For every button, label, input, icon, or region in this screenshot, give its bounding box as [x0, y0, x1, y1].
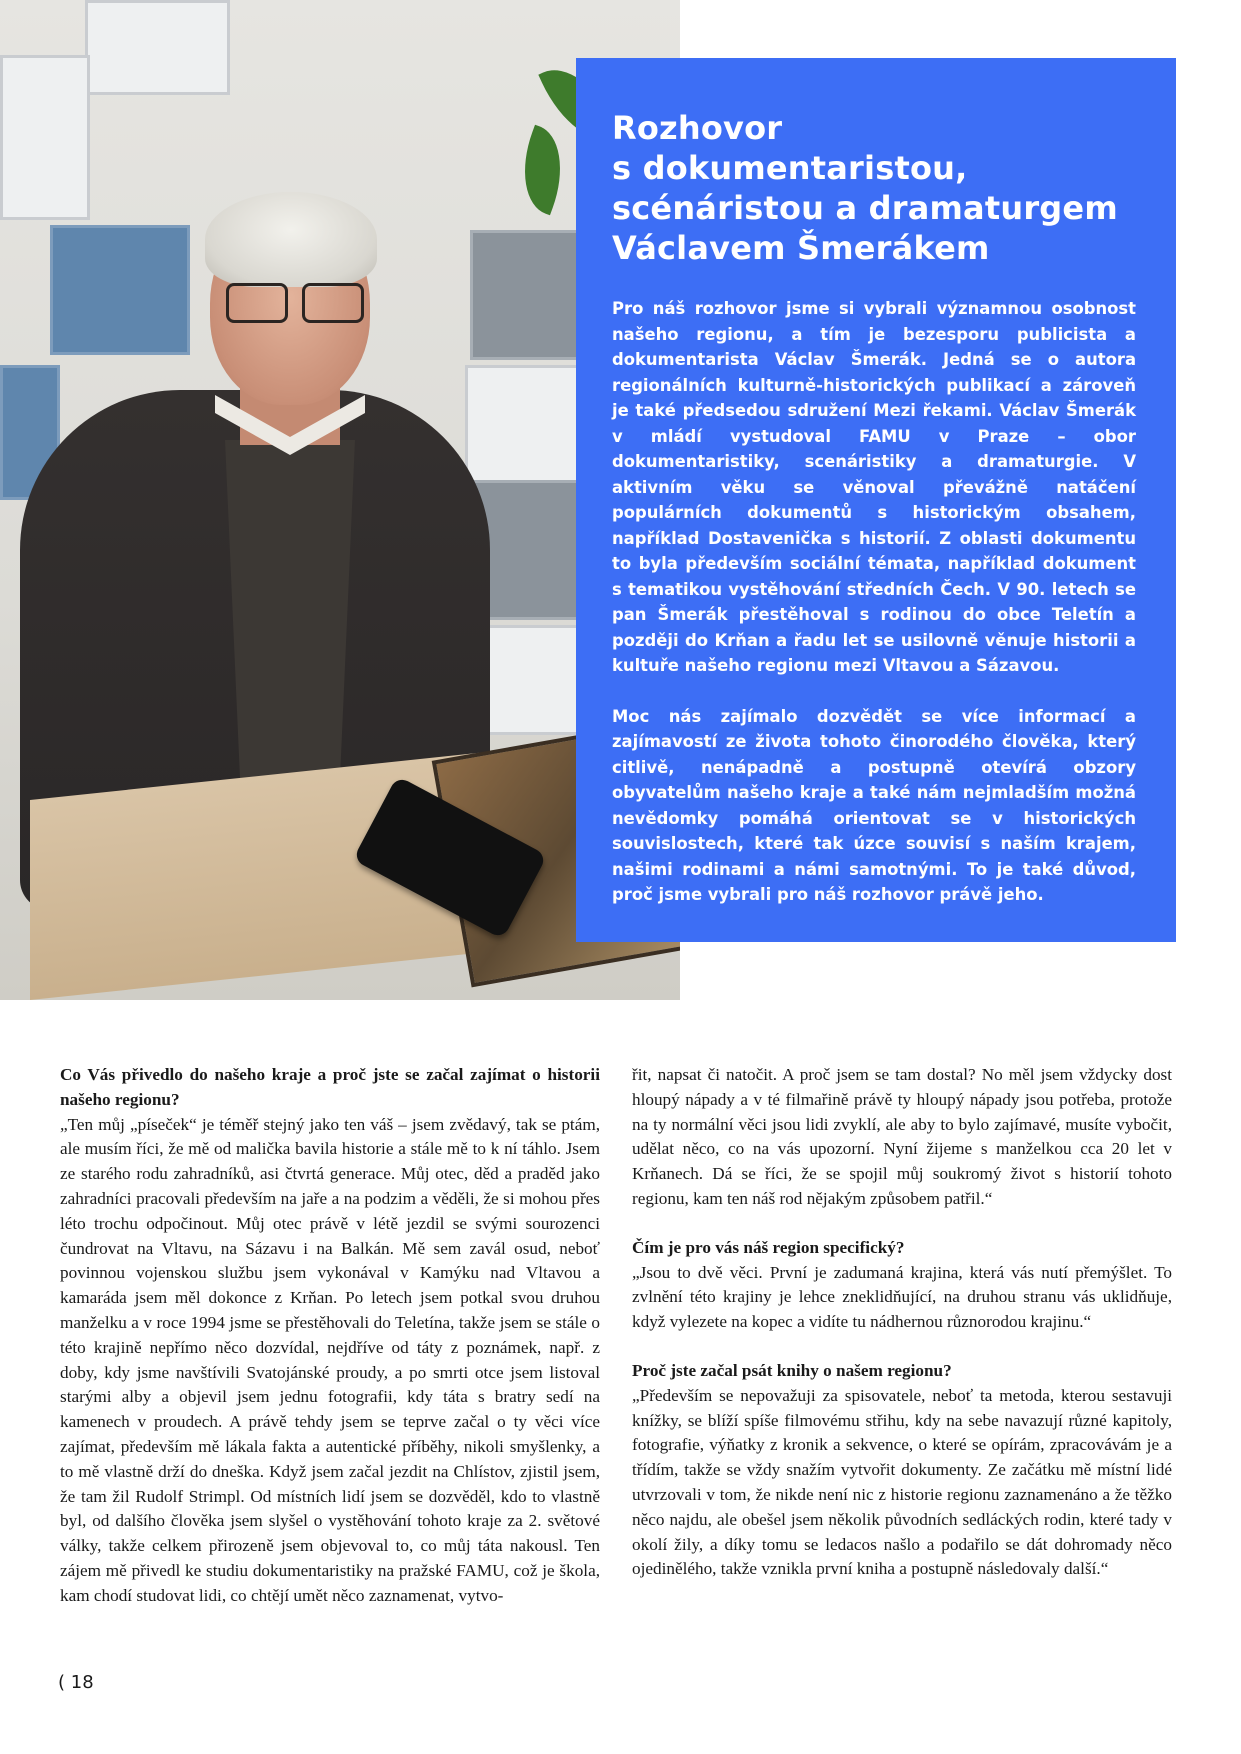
- article-column-right: [632, 1063, 1172, 1606]
- interview-answer: řit, napsat či natočit. A proč jsem se tam dostal? No měl jsem vždycky dost hloupý nápady a v té filmařině právě ty hloupý nápady jsou potřeba, protože na ty normální věci jsou lidi zvyklí, ale aby to bylo zajímavé, musíte vybočit, udělat něco, co na vás upozorní. Nyní žijeme s manželkou cca 20 let v Krňanech. Dá se říci, že se spojil můj soukromý život s historií tohoto regionu, kam ten náš rod nějakým způsobem patřil.“: [632, 1065, 1172, 1208]
- title-line: scénáristou a dramaturgem: [612, 189, 1118, 227]
- interview-answer: „Především se nepovažuji za spisovatele, neboť ta metoda, kterou sestavuji knížky, se blíží spíše filmovému střihu, kdy na sebe navazují různé kapitoly, fotografie, výňatky z kronik a sekvence, o které se opírám, zpracovávám je a třídím, takže se vždy snažím vytvořit dokumenty. Ze začátku mě místní lidé utvrzovali v tom, že nikde není nic z historie regionu zaznamenáno a že těžko něco najdu, ale obešel jsem několik původních sedláckých rodin, které tady v okolí žily, a díky tomu se ledacos našlo a podařilo se dát dohromady něco ojedinělého, takže vznikla první kniha a postupně následovaly další.“: [632, 1385, 1172, 1579]
- photo-shelf: [475, 625, 580, 735]
- plant-leaf: [508, 125, 578, 216]
- photo-shelf: [85, 0, 230, 95]
- title-line: Rozhovor: [612, 109, 783, 147]
- photo-shelf: [465, 365, 580, 490]
- interview-question: Proč jste začal psát knihy o našem regionu?: [632, 1360, 952, 1380]
- intro-box: [576, 58, 1176, 942]
- photo-shelf: [0, 55, 90, 220]
- glasses-lens: [302, 283, 364, 323]
- intro-paragraph: Moc nás zajímalo dozvědět se více informací a zajímavostí ze života tohoto činorodého člověka, který citlivě, nenápadně a postupně otevírá obzory obyvatelům našeho kraje a také nám nejmladším možná nevědomky pomáhá orientovat se v historických souvislostech, které tak úzce souvisí s naším krajem, našimi rodinami a námi samotnými. To je také důvod, proč jsme vybrali pro náš rozhovor právě jeho.: [612, 706, 1136, 904]
- photo-shelf: [470, 230, 580, 360]
- interview-question: Co Vás přivedlo do našeho kraje a proč jste se začal zajímat o historii našeho regionu?: [60, 1065, 600, 1109]
- interview-answer: „Ten můj „píseček“ je téměř stejný jako ten váš – jsem zvědavý, tak se ptám, ale musím říci, že mě od malička bavila historie a stále mě to k ní táhlo. Jsem ze starého rodu zahradníků, asi čtvrtá generace. Můj otec, děd a praděd jako zahradníci pracovali především na jaře a na podzim a věděli, že si mohou přes léto trochu odpočinout. Můj otec právě v létě jezdil se svými sourozenci čundrovat na Vltavu, na Sázavu i na Balkán. Mě sem zavál osud, neboť povinnou vojenskou službu jsem vykonával v Kamýku nad Vltavou a kamaráda jsem měl dokonce z Krňan. Po letech jsem potkal svou druhou manželku a v roce 1994 jsme se přestěhovali do Teletína, takže jsem se stále o této krajině nepřímo něco dozvídal, nejdříve od táty z poznámek, např. z doby, kdy jsme navštívili Svatojánské proudy, a po smrti otce jsem listoval starými alby a objevil jsem jednu fotografii, kdy táta s bratry sedí na kamenech v proudech. A právě tehdy jsem se teprve začal o ty věci více zajímat, především mě lákala fakta a autentické příběhy, nikoli smyšlenky, a to mě vlastně drží do dneška. Když jsem začal jezdit na Chlístov, zjistil jsem, že tam žil Rudolf Strimpl. Od místních lidí jsem se dozvěděl, kdo to vlastně byl, od dalšího člověka jsem slyšel o vystěhování tohoto kraje za 2. světové války, takže celkem přirozeně jsem objevoval to, co můj táta nakousl. Ten zájem mě přivedl ke studiu dokumentaristiky na pražské FAMU, což je škola, kam chodí studovat lidi, co chtějí umět něco zaznamenat, vytvo-: [60, 1114, 600, 1605]
- title-line: s dokumentaristou,: [612, 149, 968, 187]
- interview-question: Čím je pro vás náš region specifický?: [632, 1237, 905, 1257]
- interview-answer: „Jsou to dvě věci. První je zadumaná krajina, která vás nutí přemýšlet. To zvlnění této krajiny je lehce zneklidňující, na druhou stranu vás uklidňuje, když vylezete na kopec a vidíte tu nádhernou různorodou krajinu.“: [632, 1262, 1172, 1332]
- intro-paragraph: Pro náš rozhovor jsme si vybrali významnou osobnost našeho regionu, a tím je bezesporu publicista a dokumentarista Václav Šmerák. Jedná se o autora regionálních kulturně-historických publikací a zároveň je také předsedou sdružení Mezi řekami. Václav Šmerák v mládí vystudoval FAMU v Praze – obor dokumentaristiky, scenáristiky a dramaturgie. V aktivním věku se věnoval převážně natáčení populárních dokumentů s historickým obsahem, například Dostavenička s historií. Z oblasti dokumentu to byla především sociální témata, například dokument s tematikou vystěhování středních Čech. V 90. letech se pan Šmerák přestěhoval s rodinou do obce Teletín a později do Krňan a řadu let se usilovně věnuje historii a kultuře našeho regionu mezi Vltavou a Sázavou.: [612, 299, 1136, 675]
- page-number: ( 18: [58, 1672, 94, 1693]
- article-column-left: [60, 1063, 600, 1633]
- article-title: [612, 108, 1136, 268]
- person-hair: [205, 192, 377, 287]
- glasses-lens: [226, 283, 288, 323]
- title-line: Václavem Šmerákem: [612, 229, 990, 267]
- photo-shelf: [50, 225, 190, 355]
